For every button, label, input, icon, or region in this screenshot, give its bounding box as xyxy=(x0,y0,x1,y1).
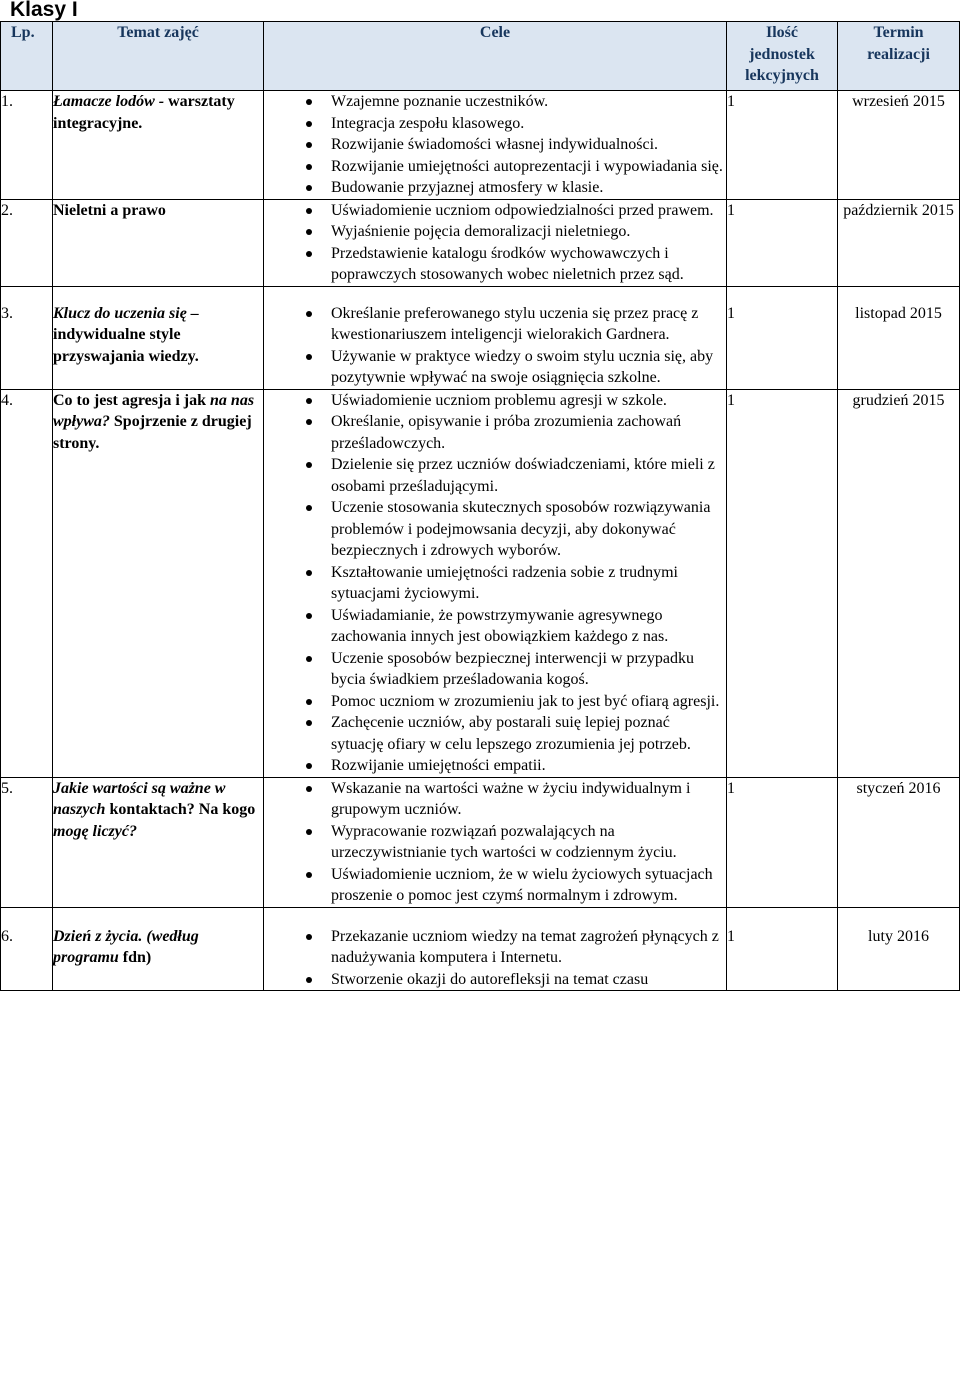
header-units-line: jednostek xyxy=(749,45,815,63)
row-number: 4. xyxy=(1,389,53,777)
goal-item: Budowanie przyjaznej atmosfery w klasie. xyxy=(264,177,726,199)
goal-list xyxy=(264,778,726,907)
row-number: 5. xyxy=(1,777,53,907)
table-row xyxy=(1,91,960,200)
units-cell: 1 xyxy=(727,777,838,907)
header-topic: Temat zajęć xyxy=(53,22,264,91)
goal-list xyxy=(264,91,726,199)
topic-cell xyxy=(53,286,264,389)
units-cell: 1 xyxy=(727,907,838,991)
topic-text: fdn) xyxy=(122,949,152,966)
goal-item: Wzajemne poznanie uczestników. xyxy=(264,91,726,113)
table-header-row xyxy=(1,22,960,91)
header-units xyxy=(727,22,838,91)
units-cell: 1 xyxy=(727,91,838,200)
term-cell: grudzień 2015 xyxy=(838,389,960,777)
term-cell: wrzesień 2015 xyxy=(838,91,960,200)
goal-item: Używanie w praktyce wiedzy o swoim stylu ucznia się, aby pozytywnie wpływać na swoje osiągnięcia szkolne. xyxy=(264,346,726,389)
goal-list xyxy=(264,200,726,286)
goal-item: Przekazanie uczniom wiedzy na temat zagrożeń płynących z nadużywania komputera i Internetu. xyxy=(264,926,726,969)
topic-text: Łamacze lodów - xyxy=(53,93,165,110)
topic-text: kontaktach? Na kogo xyxy=(109,801,256,818)
units-cell: 1 xyxy=(727,199,838,286)
goal-item: Określanie, opisywanie i próba zrozumienia zachowań prześladowczych. xyxy=(264,411,726,454)
topic-cell xyxy=(53,907,264,991)
term-cell: luty 2016 xyxy=(838,907,960,991)
goal-item: Kształtowanie umiejętności radzenia sobie z trudnymi sytuacjami życiowymi. xyxy=(264,562,726,605)
goal-item: Przedstawienie katalogu środków wychowawczych i poprawczych stosowanych wobec nieletnich przez sąd. xyxy=(264,243,726,286)
goal-item: Określanie preferowanego stylu uczenia się przez pracę z kwestionariuszem inteligencji wielorakich Gardnera. xyxy=(264,303,726,346)
goal-item: Uświadomienie uczniom, że w wielu życiowych sytuacjach proszenie o pomoc jest czymś normalnym i zdrowym. xyxy=(264,864,726,907)
row-number: 1. xyxy=(1,91,53,200)
header-units-line: Ilość xyxy=(766,24,798,41)
goal-item: Uświadomienie uczniom problemu agresji w szkole. xyxy=(264,390,726,412)
goal-item: Integracja zespołu klasowego. xyxy=(264,113,726,135)
units-cell: 1 xyxy=(727,286,838,389)
goals-cell xyxy=(264,91,727,200)
goal-item: Uświadamianie, że powstrzymywanie agresywnego zachowania innych jest obowiązkiem każdego z nas. xyxy=(264,605,726,648)
header-goals: Cele xyxy=(264,22,727,91)
header-units-line: lekcyjnych xyxy=(745,67,819,84)
header-term xyxy=(838,22,960,91)
topic-text: Co to jest agresja i jak xyxy=(53,391,207,409)
goal-item: Zachęcenie uczniów, aby postarali suię lepiej poznać sytuację ofiary w celu lepszego zrozumienia jej potrzeb. xyxy=(264,712,726,755)
goal-list xyxy=(264,303,726,389)
goal-item: Rozwijanie umiejętności empatii. xyxy=(264,755,726,777)
topic-text: Nieletni a prawo xyxy=(53,201,166,219)
topic-text: na nas wpływa? xyxy=(53,391,255,430)
term-cell: listopad 2015 xyxy=(838,286,960,389)
goal-item: Pomoc uczniom w zrozumieniu jak to jest być ofiarą agresji. xyxy=(264,691,726,713)
table-row xyxy=(1,286,960,389)
goal-item: Rozwijanie umiejętności autoprezentacji i wypowiadania się. xyxy=(264,156,726,178)
goal-item: Uczenie sposobów bezpiecznej interwencji w przypadku bycia świadkiem prześladowania kogoś. xyxy=(264,648,726,691)
goal-item: Wypracowanie rozwiązań pozwalających na urzeczywistnianie tych wartości w codziennym życiu. xyxy=(264,821,726,864)
lesson-plan-table xyxy=(0,21,960,991)
topic-text: (według programu xyxy=(53,927,199,966)
topic-text: Dzień z życia. xyxy=(53,927,143,945)
goals-cell xyxy=(264,199,727,286)
goals-cell xyxy=(264,389,727,777)
goal-item: Wskazanie na wartości ważne w życiu indywidualnym i grupowym uczniów. xyxy=(264,778,726,821)
topic-text: mogę liczyć? xyxy=(53,822,137,840)
goal-item: Wyjaśnienie pojęcia demoralizacji nieletniego. xyxy=(264,221,726,243)
page-title: Klasy I xyxy=(10,0,78,21)
topic-text: warsztaty integracyjne. xyxy=(53,93,235,132)
topic-text: Spojrzenie z drugiej strony. xyxy=(53,413,252,452)
header-lp: Lp. xyxy=(1,22,53,91)
topic-text: Klucz do uczenia się – xyxy=(53,304,199,322)
topic-cell xyxy=(53,91,264,200)
goal-list xyxy=(264,390,726,777)
topic-cell xyxy=(53,777,264,907)
table-row xyxy=(1,907,960,991)
table-row xyxy=(1,777,960,907)
header-term-line: realizacji xyxy=(867,45,930,63)
topic-text: Jakie wartości są ważne w naszych xyxy=(53,779,226,818)
row-number: 6. xyxy=(1,907,53,991)
table-row xyxy=(1,199,960,286)
units-cell: 1 xyxy=(727,389,838,777)
goal-item: Rozwijanie świadomości własnej indywidualności. xyxy=(264,134,726,156)
table-row xyxy=(1,389,960,777)
topic-cell xyxy=(53,199,264,286)
term-cell: październik 2015 xyxy=(838,199,960,286)
goals-cell xyxy=(264,286,727,389)
row-number: 2. xyxy=(1,199,53,286)
header-term-line: Termin xyxy=(873,24,924,41)
goal-item: Stworzenie okazji do autorefleksji na temat czasu xyxy=(264,969,726,991)
topic-text: indywidualne style przyswajania wiedzy. xyxy=(53,326,199,365)
goal-item: Uświadomienie uczniom odpowiedzialności przed prawem. xyxy=(264,200,726,222)
topic-cell xyxy=(53,389,264,777)
term-cell: styczeń 2016 xyxy=(838,777,960,907)
goal-item: Dzielenie się przez uczniów doświadczeniami, które mieli z osobami prześladującymi. xyxy=(264,454,726,497)
goals-cell xyxy=(264,907,727,991)
goal-item: Uczenie stosowania skutecznych sposobów rozwiązywania problemów i podejmowsania decyzji, aby dokonywać bezpiecznych i zdrowych wyborów. xyxy=(264,497,726,562)
row-number: 3. xyxy=(1,286,53,389)
goals-cell xyxy=(264,777,727,907)
goal-list xyxy=(264,926,726,991)
